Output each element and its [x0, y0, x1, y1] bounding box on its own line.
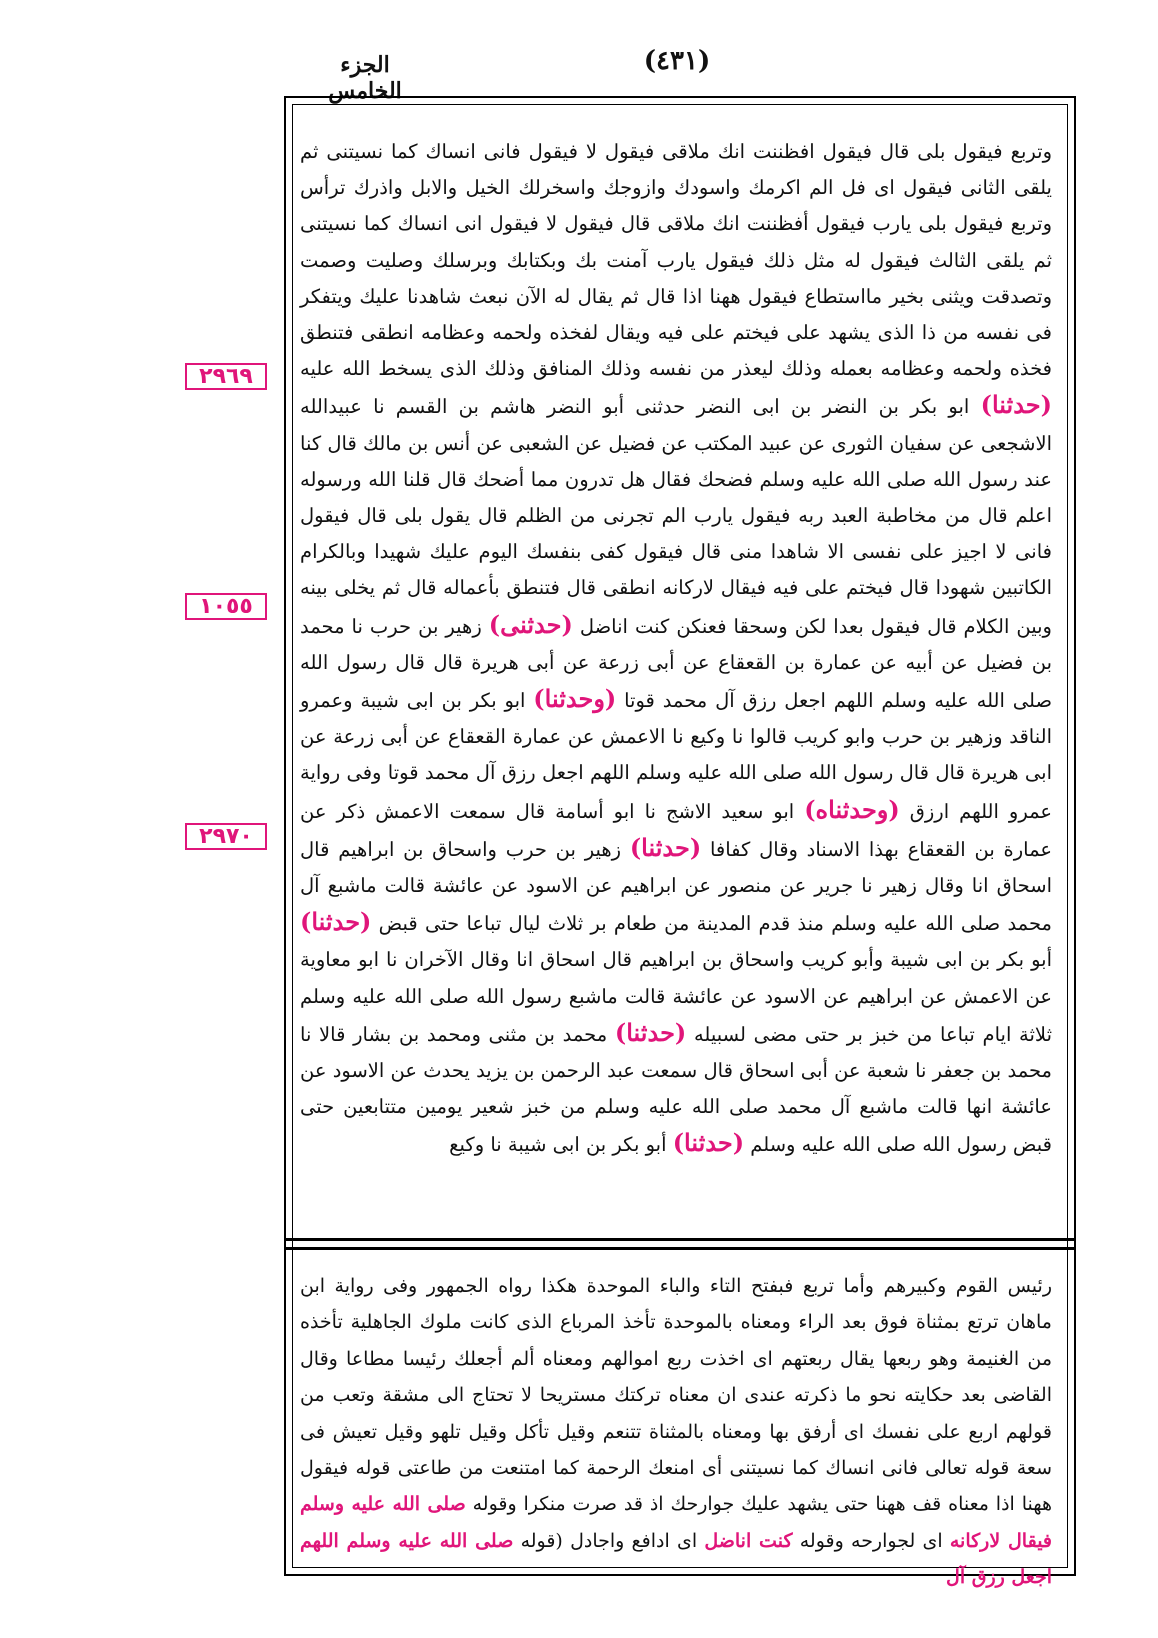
text-run: رئيس القوم وكبيرهم وأما تربع فبفتح التاء والباء الموحدة هكذا رواه الجمهور وفى رواية ابن ماهان ترتع بمثناة فوق بعد الراء ومعناه بالموحدة تأخذ المرباع الذى كانت ملوك الجاهلية تأخذه من الغنيمة وهو ربعها يقال ربعتهم اى اخذت ربع اموالهم ومعناه ألم أجعلك رئيسا مطاعا وقال القاضى بعد حكايته نحو ما ذكرته عندى ان معناه تركتك مستريحا لا تحتاج الى مشقة وتعب من قولهم اربع على نفسك اى أرفق بها ومعناه بالمثناة تتنعم وقيل تأكل وقيل تلهو وقيل تعيش فى سعة قوله تعالى فانى انساك كما نسيتنى أى امنعك الرحمة كما امتنعت من طاعتى قوله فيقول ههنا اذا معناه قف ههنا حتى يشهد عليك جوارحك اذ قد صرت منكرا وقوله — [300, 1275, 1052, 1516]
narration-keyword: (حدثنا) — [629, 832, 702, 862]
text-run: ابو بكر بن ابى شيبة وعمرو الناقد وزهير بن حرب وابو كريب قالوا نا وكيع نا الاعمش عن عمارة القعقاع عن أبى زرعة عن ابى هريرة قال قال رسول الله صلى الله عليه وسلم اللهم اجعل رزق آل محمد قوتا وفى رواية عمرو اللهم ارزق — [300, 689, 1052, 823]
section-divider — [286, 1238, 1074, 1250]
page-frame — [284, 96, 1076, 1589]
text-run: وتربع فيقول بلى قال فيقول افظننت انك ملاقى فيقول لا فيقول فانى انساك كما نسيتنى ثم يلقى الثانى فيقول اى فل الم اكرمك واسودك وازوجك واسخرلك الخيل والابل واذرك ترأس وتربع فيقول بلى يارب فيقول أفظننت انك ملاقى قال فيقول لا فيقول انى انساك كما نسيتنى ثم يلقى الثالث فيقول له مثل ذلك فيقول يارب آمنت بك وبكتابك وبرسلك وصليت وصمت وتصدقت ويثنى بخير مااستطاع فيقول ههنا اذا قال ثم يقال له الآن نبعث شاهدنا عليك ويتفكر فى نفسه من ذا الذى يشهد على فيختم على فيه ويقال لفخذه ولحمه وعظامه انطقى فتنطق فخذه ولحمه وعظامه بعمله وذلك ليعذر من نفسه وذلك المنافق وذلك الذى يسخط الله عليه — [300, 140, 1052, 381]
text-run: أبو بكر بن ابى شيبة نا وكيع — [449, 1133, 667, 1157]
narration-keyword: (وحدثنا) — [533, 684, 617, 714]
hadith-number-box: ٢٩٧٠ — [185, 823, 267, 850]
quoted-phrase: صلى الله عليه وسلم فيقال لاركانه — [300, 1493, 1053, 1552]
narration-keyword: (وحدثناه) — [804, 794, 900, 824]
text-run: ابو سعيد الاشج نا ابو أسامة قال سمعت الاعمش ذكر عن عمارة بن القعقاع بهذا الاسناد وقال كفافا — [300, 799, 1052, 861]
quoted-phrase: صلى الله عليه وسلم اللهم اجعل رزق آل — [300, 1529, 1052, 1589]
quoted-phrase: كنت اناضل — [704, 1529, 793, 1552]
hadith-number-box: ٢٩٦٩ — [185, 363, 267, 390]
commentary-paragraph — [300, 1268, 1052, 1596]
narration-keyword: (حدثنا) — [614, 1017, 687, 1047]
text-run: زهير بن حرب واسحاق بن ابراهيم قال اسحاق انا وقال زهير نا جرير عن منصور عن ابراهيم عن الاسود عن عائشة قالت ماشبع آل محمد صلى الله عليه وسلم منذ قدم المدينة من طعام بر ثلاث ليال تباعا حتى قبض — [300, 837, 1052, 936]
text-run: محمد بن مثنى ومحمد بن بشار قالا نا محمد بن جعفر نا شعبة عن أبى اسحاق قال سمعت عبد الرحمن بن يزيد يحدث عن الاسود عن عائشة انها قالت ماشبع آل محمد صلى الله عليه وسلم من خبز شعير يومين متتابعين حتى قبض رسول الله صلى الله عليه وسلم — [300, 1022, 1052, 1157]
narration-keyword: (حدثنا) — [300, 907, 372, 937]
text-run: أبو بكر بن ابى شيبة وأبو كريب واسحاق بن ابراهيم قال اسحاق انا وقال الآخران نا ابو معاوية عن الاعمش عن ابراهيم عن الاسود عن عائشة قالت ماشبع رسول الله صلى الله عليه وسلم ثلاثة ايام تباعا من خبز بر حتى مضى لسبيله — [300, 948, 1052, 1046]
text-run: اى ادافع واجادل (قوله — [520, 1529, 698, 1552]
volume-title: الجزء الخامس — [328, 52, 402, 104]
hadith-text — [300, 134, 1052, 1224]
narration-keyword: (حدثنا) — [672, 1128, 745, 1158]
text-run: اى لجوارحه وقوله — [799, 1529, 943, 1552]
page-number: (٤٣١) — [643, 46, 711, 76]
text-run: زهير بن حرب نا محمد بن فضيل عن أبيه عن عمارة بن القعقاع عن أبى زرعة عن أبى هريرة قال قال رسول الله صلى الله عليه وسلم اللهم اجعل رزق آل محمد قوتا — [300, 614, 1053, 713]
text-run: ابو بكر بن النضر بن ابى النضر حدثنى أبو النضر هاشم بن القسم نا عبيدالله الاشجعى عن سفيان الثورى عن عبيد المكتب عن فضيل عن الشعبى عن أنس بن مالك قال كنا عند رسول الله صلى الله عليه وسلم فضحك فقال هل تدرون مما أضحك قال قلنا الله ورسوله اعلم قال من مخاطبة العبد ربه فيقول يارب الم تجرنى من الظلم قال يقول بلى قال فيقول فانى لا اجيز على نفسى الا شاهدا منى قال فيقول كفى بنفسك اليوم عليك شهيدا وبالكرام الكاتبين شهودا قال فيختم على فيه فيقال لاركانه انطقى قال فتنطق بأعماله قال ثم يخلى بينه وبين الكلام قال فيقول بعدا لكن وسحقا فعنكن كنت اناضل — [300, 395, 1052, 638]
hadith-paragraph — [300, 134, 1052, 1164]
commentary-text — [300, 1268, 1053, 1589]
narration-keyword: (حدثنى) — [488, 609, 573, 639]
narration-keyword: (حدثنا) — [980, 390, 1052, 420]
page-header — [0, 0, 1158, 104]
hadith-number-box: ١٠٥٥ — [185, 593, 267, 620]
